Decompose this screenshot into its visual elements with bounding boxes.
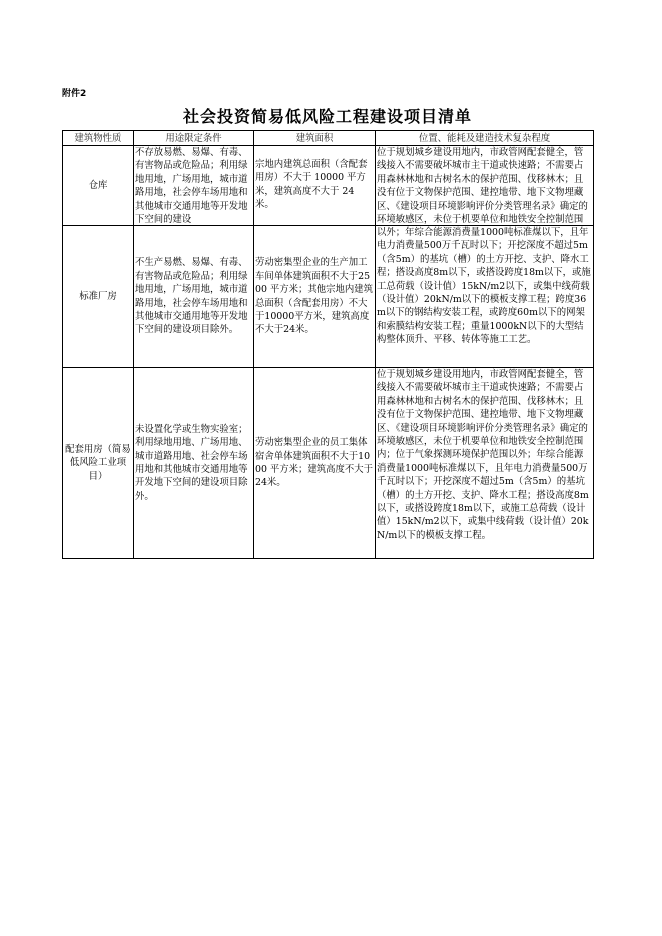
building-type-cell: 标准厂房 — [63, 226, 134, 368]
header-floor-area: 建筑面积 — [254, 131, 376, 146]
table-row — [63, 146, 594, 226]
floor-area-cell — [254, 146, 376, 226]
floor-area-text: 宗地内建筑总面积（含配套用房）不大于 10000 平方米，建筑高度不大于 24 米。 — [255, 159, 368, 211]
table-row — [63, 368, 594, 559]
attachment-label: 附件2 — [62, 89, 87, 99]
location-complexity-text: 位于规划城乡建设用地内，市政管网配套健全，管线接入不需要破坏城市主干道或快速路；不需要占用森林林地和古树名木的保护范围、伐移林木；且没有位于文物保护范围、建控地带、地下文物埋藏区、《建设项目环境影响评价分类管理名录》确定的环境敏感区，未位于机要单位和地铁安全控制范围 — [377, 147, 588, 225]
location-complexity-text: 位于规划城乡建设用地内，市政管网配套健全，管线接入不需要破坏城市主干道或快速路；不需要占用森林林地和古树名木的保护范围、伐移林木；且没有位于文物保护范围、建控地带、地下文物埋藏区、《建设项目环境影响评价分类管理名录》确定的环境敏感区，未位于机要单位和地铁安全控制范围内；位于气象探测环境保护范围以外；年综合能源消费量1000吨标准煤以下，且年电力消费量500万千瓦时以下；开挖深度不超过5m（含5m）的基坑（槽）的土方开挖、支护、降水工程；搭设高度8m以下，或搭设跨度18m以下，或施工总荷载（设计值）15kN/m2以下，或集中线荷载（设计值）20kN/m以下的模板支撑工程。 — [377, 369, 589, 541]
page-title: 社会投资简易低风险工程建设项目清单 — [182, 107, 472, 126]
building-type-cell: 配套用房（简易低风险工业项目） — [63, 368, 134, 559]
table-row — [63, 226, 594, 368]
location-complexity-cell — [376, 226, 594, 368]
usage-condition-cell — [134, 146, 254, 226]
header-location-complexity: 位置、能耗及建造技术复杂程度 — [376, 131, 594, 146]
project-list-table — [62, 130, 594, 559]
table-header-row — [63, 131, 594, 146]
location-complexity-cell — [376, 146, 594, 226]
floor-area-cell: 劳动密集型企业的员工集体宿舍单体建筑面积不大于1000 平方米；建筑高度不大于24米。 — [254, 368, 376, 559]
header-building-type: 建筑物性质 — [63, 131, 134, 146]
usage-condition-cell: 不生产易燃、易爆、有毒、有害物品或危险品；利用绿地用地，广场用地，城市道路用地，社会停车场用地和其他城市交通用地等开发地下空间的建设项目除外。 — [134, 226, 254, 368]
usage-condition-cell: 未设置化学或生物实验室；利用绿地用地、广场用地、城市道路用地、社会停车场用地和其他城市交通用地等开发地下空间的建设项目除外。 — [134, 368, 254, 559]
header-usage-condition: 用途限定条件 — [134, 131, 254, 146]
floor-area-cell: 劳动密集型企业的生产加工车间单体建筑面积不大于2500 平方米；其他宗地内建筑总面积（含配套用房）不大于10000平方米，建筑高度不大于24米。 — [254, 226, 376, 368]
location-complexity-cell — [376, 368, 594, 559]
location-complexity-text: 以外；年综合能源消费量1000吨标准煤以下，且年电力消费量500万千瓦时以下；开挖深度不超过5m（含5m）的基坑（槽）的土方开挖、支护、降水工程；搭设高度8m以下，或搭设跨度18m以下，或施工总荷载（设计值）15kN/m2以下，或集中线荷载（设计值）20kN/m以下的模板支撑工程；跨度36m以下的钢结构安装工程，或跨度60m以下的网架和索膜结构安装工程；重量1000kN以下的大型结构整体顶升、平移、转体等施工工艺。 — [377, 227, 591, 346]
building-type-cell: 仓库 — [63, 146, 134, 226]
usage-condition-text: 不存放易燃、易爆、有毒、有害物品或危险品；利用绿地用地，广场用地，城市道路用地，社会停车场用地和其他城市交通用地等开发地下空间的建设 — [135, 147, 248, 225]
